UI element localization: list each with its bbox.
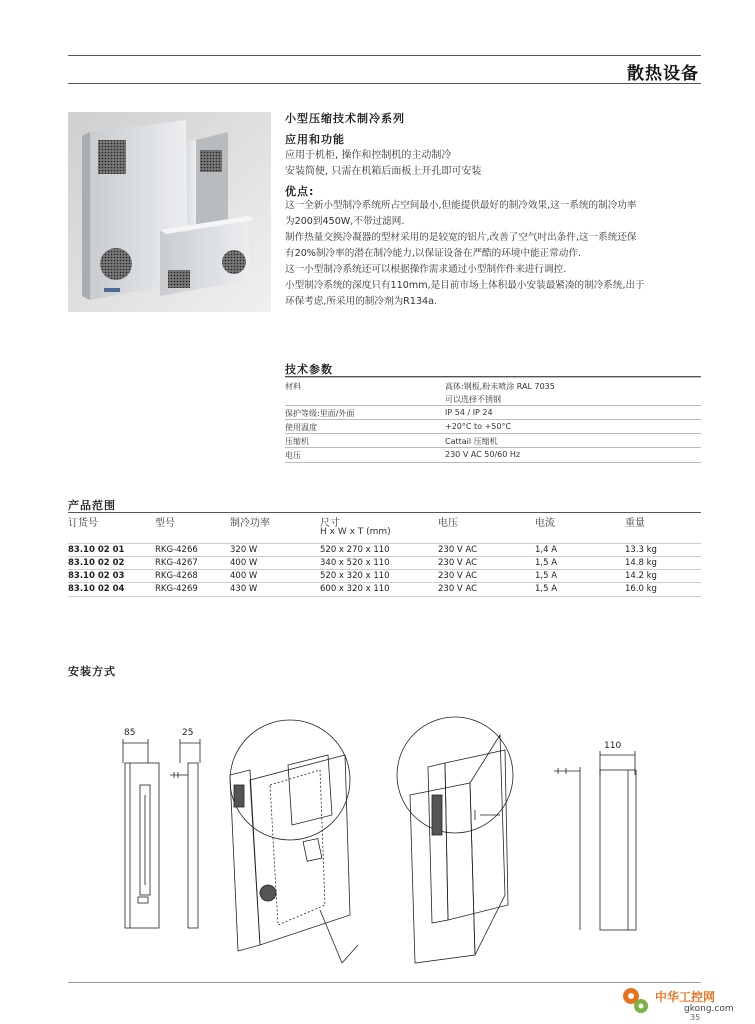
order-number: 83.10 02 01 xyxy=(68,545,125,555)
tech-label: 压缩机 xyxy=(285,437,309,446)
installation-heading: 安装方式 xyxy=(68,665,116,678)
column-header: 订货号 xyxy=(68,518,98,529)
cooling-power: 400 W xyxy=(230,558,258,568)
tech-value: +20°C to +50°C xyxy=(445,422,512,431)
tech-value: Cattail 压缩机 xyxy=(445,437,498,446)
products-rule xyxy=(68,512,701,513)
application-text xyxy=(285,148,481,180)
advantages-text xyxy=(285,198,645,310)
table-row xyxy=(68,582,701,597)
advantages-line: 环保考虑,所采用的制冷剂为R134a. xyxy=(285,296,438,307)
current: 1,5 A xyxy=(535,558,558,568)
column-header: 电压 xyxy=(438,518,458,529)
cooling-power: 430 W xyxy=(230,584,258,594)
order-number: 83.10 02 04 xyxy=(68,584,125,594)
model: RKG-4267 xyxy=(155,558,198,568)
tech-value-2: 可以选择不锈钢 xyxy=(445,395,501,404)
table-row xyxy=(68,569,701,583)
tech-heading: 技术参数 xyxy=(285,363,333,376)
footer-rule xyxy=(68,982,701,983)
dimensions: 600 x 320 x 110 xyxy=(320,584,390,594)
advantages-heading: 优点: xyxy=(285,185,315,198)
model: RKG-4268 xyxy=(155,571,198,581)
table-row xyxy=(68,556,701,570)
page-title: 散热设备 xyxy=(627,64,699,84)
order-number: 83.10 02 03 xyxy=(68,571,125,581)
voltage: 230 V AC xyxy=(438,584,478,594)
weight: 14.8 kg xyxy=(625,558,657,568)
product-photo xyxy=(68,112,271,312)
column-header: 电流 xyxy=(535,518,555,529)
tech-row-compressor xyxy=(285,433,701,448)
watermark-brand: 中华工控网 xyxy=(655,990,716,1004)
tech-row-protection xyxy=(285,405,701,420)
tech-value: 高体:钢板,粉末喷涂 RAL 7035 xyxy=(445,382,555,391)
model: RKG-4269 xyxy=(155,584,198,594)
current: 1,4 A xyxy=(535,545,558,555)
current: 1,5 A xyxy=(535,571,558,581)
series-title: 小型压缩技术制冷系列 xyxy=(285,112,405,125)
column-header: 尺寸 xyxy=(320,518,340,529)
tech-label: 使用温度 xyxy=(285,423,317,432)
model: RKG-4266 xyxy=(155,545,198,555)
product-photo-illustration xyxy=(68,112,271,312)
dimension-label: 110 xyxy=(604,741,622,751)
application-line: 安装简便, 只需在机箱后面板上开孔即可安装 xyxy=(285,166,482,177)
size-subheader: H x W x T (mm) xyxy=(320,527,391,537)
products-heading: 产品范围 xyxy=(68,499,116,512)
tech-label: 保护等级:里面/外面 xyxy=(285,409,355,418)
voltage: 230 V AC xyxy=(438,545,478,555)
dimensions: 520 x 270 x 110 xyxy=(320,545,390,555)
advantages-line: 为200到450W,不带过滤网. xyxy=(285,216,405,227)
gear-logo-icon xyxy=(620,985,650,1015)
voltage: 230 V AC xyxy=(438,571,478,581)
installation-drawings-svg xyxy=(110,715,710,965)
page-number: 35 xyxy=(690,1013,701,1022)
application-line: 应用于机柜, 操作和控制机的主动制冷 xyxy=(285,150,452,161)
voltage: 230 V AC xyxy=(438,558,478,568)
cooling-power: 320 W xyxy=(230,545,258,555)
column-header: 型号 xyxy=(155,518,175,529)
weight: 16.0 kg xyxy=(625,584,657,594)
cooling-power: 400 W xyxy=(230,571,258,581)
tech-value: 230 V AC 50/60 Hz xyxy=(445,450,521,459)
watermark-url: gkong.com xyxy=(684,1004,734,1014)
top-rule xyxy=(68,55,701,56)
table-row xyxy=(68,543,701,557)
dimension-label: 85 xyxy=(124,728,136,738)
advantages-line: 这一小型制冷系统还可以根据操作需求通过小型制作件来进行调控. xyxy=(285,264,567,275)
tech-row-material xyxy=(285,377,701,406)
application-heading: 应用和功能 xyxy=(285,133,345,146)
current: 1,5 A xyxy=(535,584,558,594)
tech-label: 材料 xyxy=(285,382,301,391)
dimensions: 520 x 320 x 110 xyxy=(320,571,390,581)
products-header-row xyxy=(68,514,701,542)
weight: 14.2 kg xyxy=(625,571,657,581)
dimensions: 340 x 520 x 110 xyxy=(320,558,390,568)
installation-drawings xyxy=(110,715,710,965)
advantages-line: 有20%制冷率的潜在制冷能力,以保证设备在严酷的环境中能正常动作. xyxy=(285,248,582,259)
weight: 13.3 kg xyxy=(625,545,657,555)
tech-row-temperature xyxy=(285,419,701,434)
dimension-label: 25 xyxy=(182,728,194,738)
advantages-line: 小型制冷系统的深度只有110mm,是目前市场上体积最小安装最紧凑的制冷系统,出于 xyxy=(285,280,645,291)
tech-label: 电压 xyxy=(285,451,301,460)
order-number: 83.10 02 02 xyxy=(68,558,125,568)
header-rule xyxy=(68,83,701,84)
advantages-line: 这一全新小型制冷系统所占空间最小,但能提供最好的制冷效果,这一系统的制冷功率 xyxy=(285,200,637,211)
tech-value: IP 54 / IP 24 xyxy=(445,408,493,417)
tech-row-voltage xyxy=(285,447,701,463)
column-header: 重量 xyxy=(625,518,645,529)
column-header: 制冷功率 xyxy=(230,518,270,529)
advantages-line: 制作热量交换冷凝器的型材采用的是较宽的铝片,改善了空气吋出条件,这一系统还保 xyxy=(285,232,637,243)
